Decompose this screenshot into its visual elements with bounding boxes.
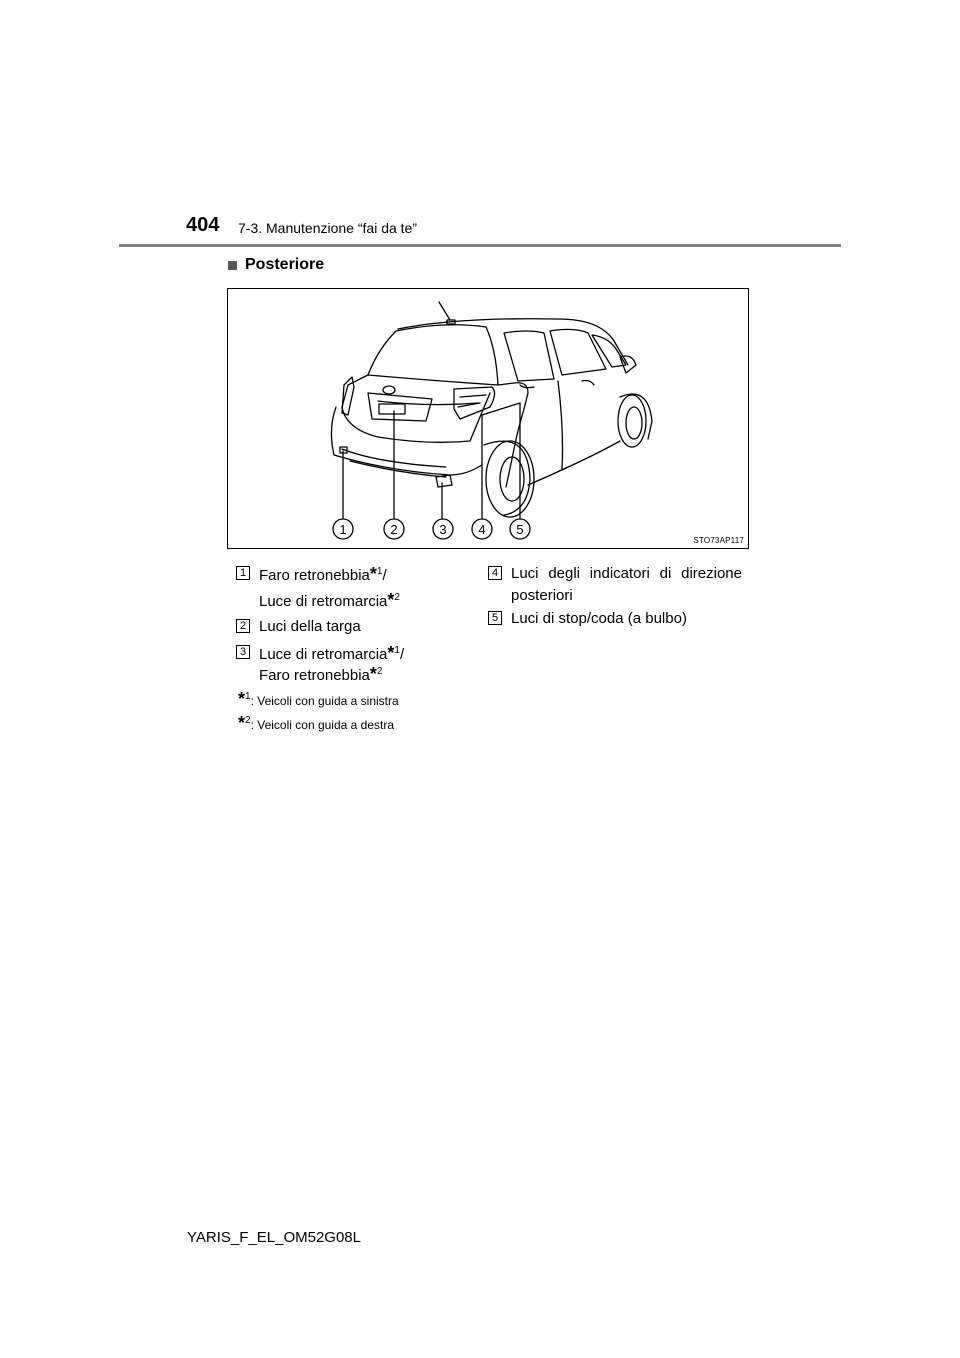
legend-number: 2	[236, 619, 250, 633]
callout-3: 3	[439, 522, 447, 537]
footnote-2: *$^2$: Veicoli con guida a destra	[238, 713, 395, 733]
car-rear-illustration	[228, 289, 750, 550]
rear-lights-figure	[227, 288, 749, 549]
callout-1: 1	[339, 522, 347, 537]
header-divider	[119, 244, 841, 247]
section-heading	[228, 256, 324, 274]
square-bullet-icon	[228, 261, 237, 270]
legend-number: 1	[236, 566, 250, 580]
legend-number: 5	[488, 611, 502, 625]
footer-document-code: YARIS_F_EL_OM52G08L	[187, 1229, 361, 1246]
section-reference: 7-3. Manutenzione “fai da te”	[238, 220, 417, 236]
figure-code: STO73AP117	[693, 536, 744, 545]
callout-2: 2	[390, 522, 398, 537]
callout-4: 4	[478, 522, 486, 537]
legend-number: 3	[236, 645, 250, 659]
page-number: 404	[186, 214, 220, 236]
section-heading-text: Posteriore	[245, 256, 325, 273]
callout-5: 5	[516, 522, 524, 537]
legend-number: 4	[488, 566, 502, 580]
footnote-1: *$^1$: Veicoli con guida a sinistra	[238, 689, 399, 709]
